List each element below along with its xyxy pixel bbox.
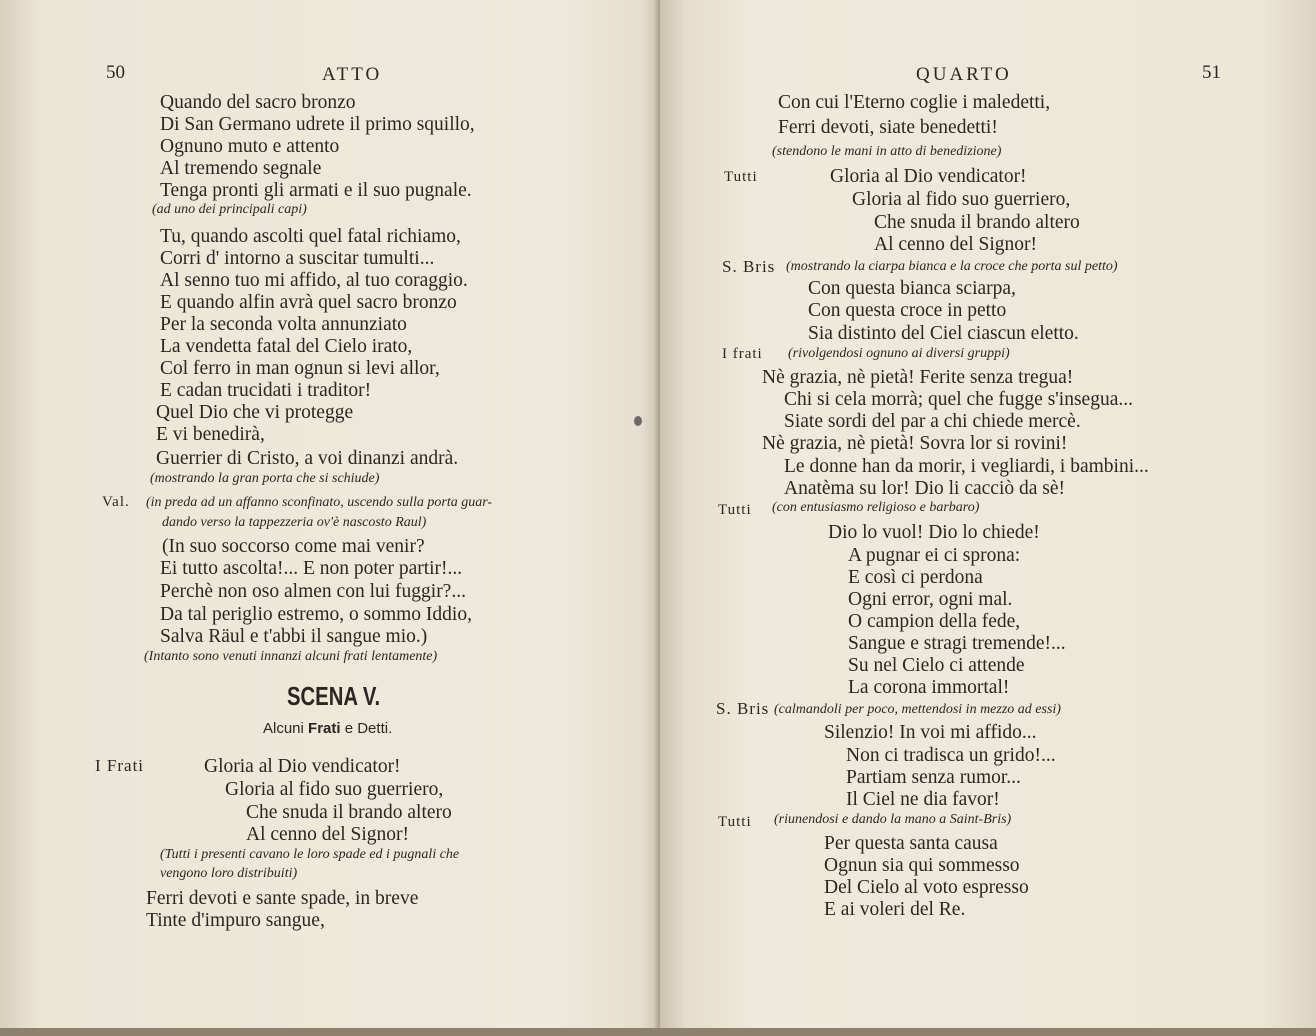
running-head: QUARTO [916,64,1012,85]
speaker-tutti-label: Tutti [724,169,758,185]
verse-line: Il Ciel ne dia favor! [846,789,1000,810]
stage-direction: (in preda ad un affanno sconfinato, uscendo sulla porta guar- [146,495,493,510]
verse-line: Che snuda il brando altero [246,802,452,823]
verse-line: Silenzio! In voi mi affido... [824,722,1037,743]
verse-line: Ferri devoti e sante spade, in breve [146,888,419,909]
speaker-val: Val. [102,494,130,510]
stage-direction: (stendono le mani in atto di benedizione) [772,144,1002,159]
verse-line: Non ci tradisca un grido!... [846,745,1056,766]
verse-line: Di San Germano udrete il primo squillo, [160,114,475,135]
scene-subtitle-part: e Detti. [344,720,393,737]
verse-line: Al senno tuo mi affido, al tuo coraggio. [160,270,468,291]
verse-line: Corri d' intorno a suscitar tumulti... [160,248,435,269]
scene-subtitle-frati: Frati [308,720,341,737]
book-bottom-edge [0,1028,1316,1036]
verse-line: Che snuda il brando altero [874,212,1080,233]
verse-line: Ferri devoti, siate benedetti! [778,117,998,138]
verse-line: Con questa croce in petto [808,300,1007,321]
speaker-tutti-label: Tutti [718,814,752,830]
verse-line: Su nel Cielo ci attende [848,655,1025,676]
stage-direction: dando verso la tappezzeria ov'è nascosto Raul) [162,515,427,530]
right-page [660,0,1316,1036]
verse-line: Ogni error, ogni mal. [848,589,1013,610]
verse-line: La vendetta fatal del Cielo irato, [160,336,413,357]
verse-line: Dio lo vuol! Dio lo chiede! [828,522,1040,543]
verse-line: Salva Räul e t'abbi il sangue mio.) [160,626,428,647]
speaker-frati: I frati [722,346,763,362]
stage-direction: (Intanto sono venuti innanzi alcuni frati lentamente) [144,649,438,664]
stage-direction: (ad uno dei principali capi) [152,202,307,217]
verse-line: O campion della fede, [848,611,1021,632]
verse-line: Al tremendo segnale [160,158,322,179]
verse-line: Quando del sacro bronzo [160,92,356,113]
scene-subtitle-part: Alcuni [263,720,304,737]
stage-direction: (Tutti i presenti cavano le loro spade ed i pugnali che [160,847,460,862]
verse-line: Ognuno muto e attento [160,136,340,157]
verse-line: Sangue e stragi tremende!... [848,633,1066,654]
stage-direction: (mostrando la ciarpa bianca e la croce che porta sul petto) [786,259,1118,274]
verse-line: Tinte d'impuro sangue, [146,910,325,931]
verse-line: Tu, quando ascolti quel fatal richiamo, [160,226,461,247]
stage-direction: (mostrando la gran porta che si schiude) [150,471,380,486]
verse-line: Guerrier di Cristo, a voi dinanzi andrà. [156,448,459,469]
stage-direction: (con entusiasmo religioso e barbaro) [772,500,980,515]
stage-direction: (calmandoli per poco, mettendosi in mezzo ad essi) [774,702,1061,717]
verse-line: Del Cielo al voto espresso [824,877,1029,898]
verse-line: E quando alfin avrà quel sacro bronzo [160,292,457,313]
verse-line: E vi benedirà, [156,424,265,445]
verse-line: Ei tutto ascolta!... E non poter partir!... [160,558,463,579]
verse-line: Quel Dio che vi protegge [156,402,354,423]
verse-line: E cadan trucidati i traditor! [160,380,372,401]
ink-spot [634,416,642,426]
verse-line: Chi si cela morrà; quel che fugge s'insegua... [784,389,1133,410]
verse-line: Ognun sia qui sommesso [824,855,1020,876]
verse-line: Gloria al Dio vendicator! [830,166,1027,187]
verse-line: Al cenno del Signor! [874,234,1038,255]
scene-subtitle [263,720,392,737]
verse-line: Da tal periglio estremo, o sommo Iddio, [160,604,472,625]
verse-line: Siate sordi del par a chi chiede mercè. [784,411,1081,432]
running-head: ATTO [322,64,383,85]
speaker-frati: I Frati [95,756,145,775]
verse-line: Al cenno del Signor! [246,824,410,845]
page-number: 51 [1202,62,1221,83]
verse-line: Perchè non oso almen con lui fuggir?... [160,581,466,602]
speaker-sbris: S. Bris [722,257,776,276]
verse-line: Nè grazia, nè pietà! Ferite senza tregua! [762,367,1074,388]
verse-line: Gloria al fido suo guerriero, [852,189,1071,210]
verse-line: Le donne han da morir, i vegliardi, i bambini... [784,456,1149,477]
verse-line: Con questa bianca sciarpa, [808,278,1016,299]
verse-line: Sia distinto del Ciel ciascun eletto. [808,323,1079,344]
stage-direction: (riunendosi e dando la mano a Saint-Bris) [774,812,1012,827]
verse-line: Per questa santa causa [824,833,998,854]
speaker-sbris: S. Bris [716,699,770,718]
speaker-tutti-label: Tutti [718,502,752,518]
stage-direction: vengono loro distribuiti) [160,866,298,881]
verse-line: Gloria al fido suo guerriero, [225,779,444,800]
verse-line: E ai voleri del Re. [824,899,966,920]
verse-line: Anatèma su lor! Dio li cacciò da sè! [784,478,1066,499]
speaker-tutti [718,811,752,831]
verse-line: Con cui l'Eterno coglie i maledetti, [778,92,1051,113]
verse-line: Gloria al Dio vendicator! [204,756,401,777]
scene-title: SCENA V. [287,681,381,711]
verse-line: Per la seconda volta annunziato [160,314,407,335]
verse-line: A pugnar ei ci sprona: [848,545,1021,566]
stage-direction: (rivolgendosi ognuno ai diversi gruppi) [788,346,1010,361]
verse-line: E così ci perdona [848,567,983,588]
verse-line: Col ferro in man ognun si levi allor, [160,358,440,379]
page-number: 50 [106,62,125,83]
verse-line: (In suo soccorso come mai venir? [162,536,425,557]
verse-line: Partiam senza rumor... [846,767,1021,788]
verse-line: Tenga pronti gli armati e il suo pugnale. [160,180,472,201]
speaker-tutti [718,499,752,519]
verse-line: La corona immortal! [848,677,1010,698]
speaker-tutti [724,166,758,186]
verse-line: Nè grazia, nè pietà! Sovra lor si rovini! [762,433,1068,454]
